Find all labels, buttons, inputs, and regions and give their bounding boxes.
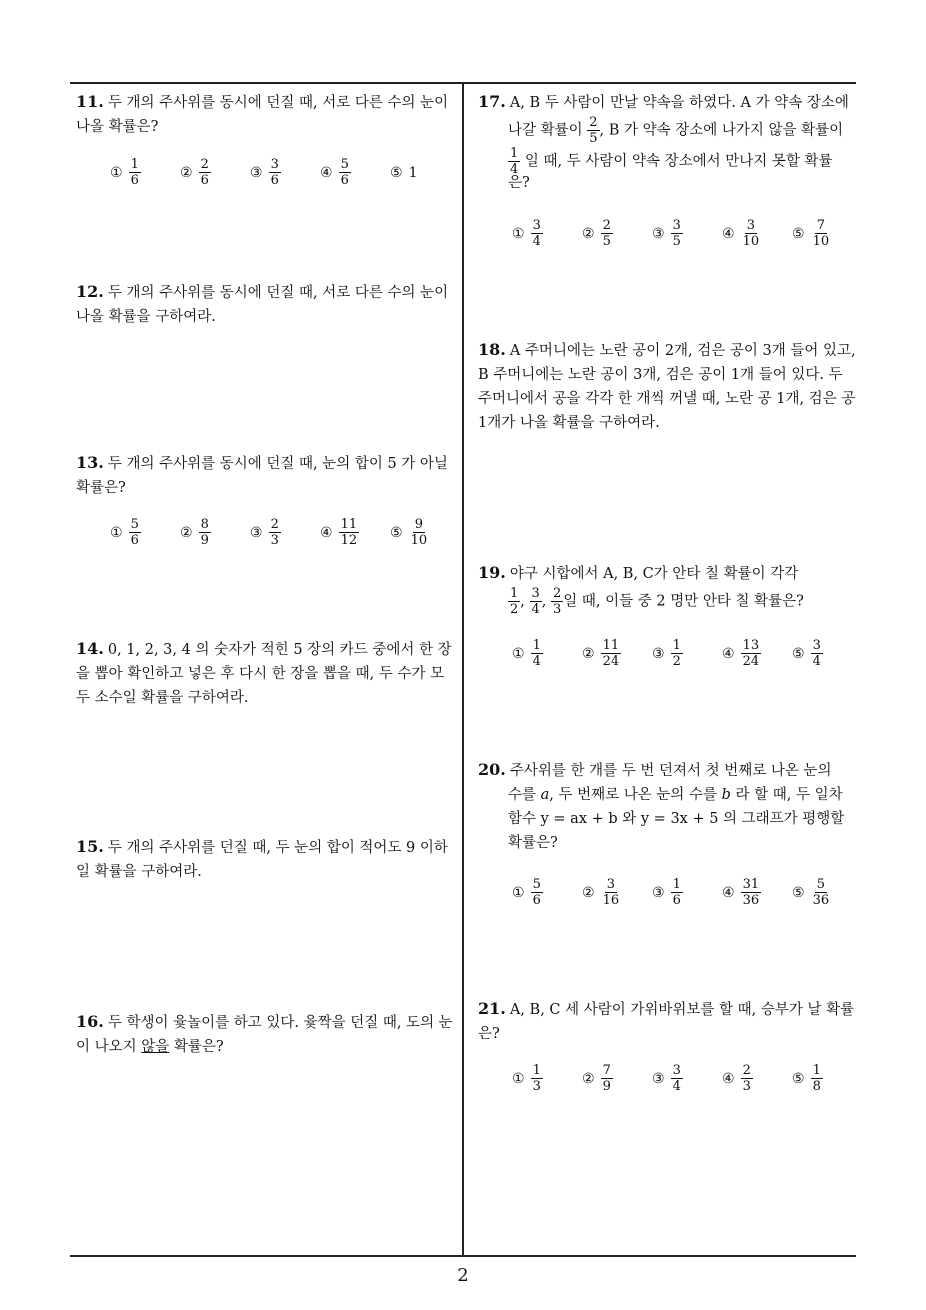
answer-choice-3[interactable] (652, 1063, 722, 1094)
answer-choice-4[interactable] (722, 218, 792, 249)
choice-marker: ① (110, 164, 123, 181)
answer-choice-1[interactable] (110, 157, 180, 188)
choice-marker: ⑤ (792, 225, 805, 242)
choice-marker: ① (110, 524, 123, 541)
choice-fraction: $\frac{1}{6}$ (130, 157, 139, 188)
choice-marker: ② (180, 164, 193, 181)
question-line: , B 가 약속 장소에 나가지 않을 확률이 (599, 122, 844, 139)
choice-fraction: $\frac{3}{4}$ (532, 218, 541, 249)
choice-fraction: $\frac{13}{24}$ (742, 638, 760, 669)
question-21 (478, 997, 860, 1046)
question-text: A, B, C 세 사람이 가위바위보를 할 때, 승부가 날 확률은? (478, 1002, 855, 1042)
answer-choice-5[interactable] (390, 517, 460, 548)
answer-choice-5[interactable] (390, 165, 460, 181)
choice-marker: ② (582, 1070, 595, 1087)
question-text: 두 개의 주사위를 동시에 던질 때, 눈의 합이 5 가 아닐 확률은? (76, 456, 448, 496)
choice-fraction: $\frac{5}{6}$ (130, 517, 139, 548)
question-14 (76, 637, 456, 710)
choice-marker: ⑤ (792, 884, 805, 901)
question-16 (76, 1010, 456, 1059)
answer-choice-2[interactable] (180, 157, 250, 188)
answer-choice-3[interactable] (652, 218, 722, 249)
question-text: 두 학생이 윷놀이를 하고 있다. 윷짝을 던질 때, 도의 눈이 나오지 (76, 1015, 453, 1055)
question-number: 13. (76, 453, 104, 472)
question-line: 야구 시합에서 A, B, C가 안타 칠 확률이 각각 (509, 566, 799, 582)
column-divider (462, 82, 464, 1256)
choice-fraction: $\frac{3}{16}$ (602, 877, 620, 908)
choice-fraction: $\frac{31}{36}$ (742, 877, 760, 908)
choice-marker: ⑤ (390, 524, 403, 541)
answer-choice-1[interactable] (110, 517, 180, 548)
question-19 (478, 561, 860, 617)
choice-marker: ① (512, 1070, 525, 1087)
choices-20 (512, 877, 862, 908)
question-text: 0, 1, 2, 3, 4 의 숫자가 적힌 5 장의 카드 중에서 한 장을 뽑아 확인하고 넣은 후 다시 한 장을 뽑을 때, 두 수가 모두 소수일 확률을 구하여라. (76, 642, 452, 706)
choice-marker: ② (582, 884, 595, 901)
choice-marker: ③ (250, 164, 263, 181)
choice-marker: ④ (722, 225, 735, 242)
answer-choice-1[interactable] (512, 218, 582, 249)
question-number: 19. (478, 563, 506, 582)
choice-marker: ③ (652, 645, 665, 662)
answer-choice-2[interactable] (180, 517, 250, 548)
answer-choice-4[interactable] (722, 638, 792, 669)
choice-fraction: $\frac{3}{5}$ (672, 218, 681, 249)
choice-fraction: $\frac{1}{2}$ (672, 638, 681, 669)
question-number: 20. (478, 760, 506, 779)
choice-fraction: $\frac{7}{10}$ (812, 218, 830, 249)
choice-value: 1 (408, 164, 418, 181)
choices-17 (512, 218, 862, 249)
answer-choice-4[interactable] (722, 877, 792, 908)
answer-choice-2[interactable] (582, 877, 652, 908)
choice-fraction: $\frac{2}{6}$ (200, 157, 209, 188)
choice-marker: ① (512, 225, 525, 242)
question-12 (76, 280, 456, 329)
choice-marker: ② (582, 645, 595, 662)
choice-marker: ① (512, 645, 525, 662)
answer-choice-1[interactable] (512, 638, 582, 669)
question-line: A, B 두 사람이 만날 약속을 하였다. A 가 약속 장소에 (509, 95, 849, 111)
fraction: $\frac{1}{2}$ (510, 586, 519, 617)
choice-marker: ⑤ (390, 164, 403, 181)
choices-11 (110, 157, 460, 188)
question-17 (478, 90, 860, 195)
choice-fraction: $\frac{7}{9}$ (602, 1063, 611, 1094)
choice-fraction: $\frac{11}{24}$ (602, 638, 620, 669)
question-line: 일 때, 이들 중 2 명만 안타 칠 확률은? (563, 593, 804, 610)
question-line: 확률은? (508, 835, 558, 851)
fraction: $\frac{2}{3}$ (553, 586, 562, 617)
choice-marker: ① (512, 884, 525, 901)
choice-marker: ④ (722, 884, 735, 901)
choice-fraction: $\frac{5}{36}$ (812, 877, 830, 908)
choice-fraction: $\frac{5}{6}$ (340, 157, 349, 188)
choice-marker: ④ (320, 164, 333, 181)
choice-marker: ③ (652, 884, 665, 901)
choice-fraction: $\frac{2}{3}$ (742, 1063, 751, 1094)
question-text-end: 확률은? (169, 1039, 224, 1055)
choice-fraction: $\frac{1}{8}$ (812, 1063, 821, 1094)
question-number: 17. (478, 92, 506, 111)
answer-choice-5[interactable] (792, 218, 862, 249)
question-text: 두 개의 주사위를 동시에 던질 때, 서로 다른 수의 눈이 나올 확률을 구하여라. (76, 285, 449, 325)
question-20 (478, 758, 860, 855)
choice-fraction: $\frac{3}{6}$ (270, 157, 279, 188)
choice-marker: ⑤ (792, 645, 805, 662)
answer-choice-1[interactable] (512, 877, 582, 908)
question-number: 18. (478, 340, 506, 359)
variable-a: a (540, 787, 550, 803)
choices-19 (512, 638, 862, 669)
choice-marker: ③ (652, 225, 665, 242)
answer-choice-3[interactable] (652, 638, 722, 669)
choice-fraction: $\frac{2}{3}$ (270, 517, 279, 548)
choice-fraction: $\frac{8}{9}$ (200, 517, 209, 548)
answer-choice-2[interactable] (582, 638, 652, 669)
choice-marker: ④ (722, 645, 735, 662)
underlined-word: 않을 (141, 1039, 170, 1055)
choice-marker: ③ (652, 1070, 665, 1087)
choice-marker: ④ (320, 524, 333, 541)
choice-marker: ④ (722, 1070, 735, 1087)
choice-fraction: $\frac{3}{10}$ (742, 218, 760, 249)
question-line: 함수 y = ax + b 와 y = 3x + 5 의 그래프가 평행할 (508, 811, 845, 827)
answer-choice-3[interactable] (652, 877, 722, 908)
choice-fraction: $\frac{3}{4}$ (812, 638, 821, 669)
choice-fraction: $\frac{1}{6}$ (672, 877, 681, 908)
question-18 (478, 338, 860, 435)
answer-choice-3[interactable] (250, 157, 320, 188)
choice-fraction: $\frac{11}{12}$ (340, 517, 358, 548)
choice-fraction: $\frac{2}{5}$ (602, 218, 611, 249)
question-15 (76, 835, 456, 884)
question-line: 나갈 확률이 (508, 122, 583, 139)
answer-choice-4[interactable] (320, 517, 390, 548)
answer-choice-4[interactable] (722, 1063, 792, 1094)
question-line: 일 때, 두 사람이 약속 장소에서 만나지 못할 확률 (524, 153, 833, 170)
fraction: $\frac{3}{4}$ (531, 586, 540, 617)
question-11 (76, 90, 456, 139)
answer-choice-5[interactable] (792, 877, 862, 908)
fraction: $\frac{1}{4}$ (510, 146, 519, 177)
choice-fraction: $\frac{5}{6}$ (532, 877, 541, 908)
question-number: 11. (76, 92, 104, 111)
answer-choice-3[interactable] (250, 517, 320, 548)
answer-choice-2[interactable] (582, 218, 652, 249)
answer-choice-2[interactable] (582, 1063, 652, 1094)
question-13 (76, 451, 456, 500)
question-text: 두 개의 주사위를 동시에 던질 때, 서로 다른 수의 눈이 나올 확률은? (76, 95, 449, 135)
choice-fraction: $\frac{9}{10}$ (410, 517, 428, 548)
question-line: 라 할 때, 두 일차 (730, 787, 843, 803)
answer-choice-1[interactable] (512, 1063, 582, 1094)
question-text: 두 개의 주사위를 던질 때, 두 눈의 합이 적어도 9 이하일 확률을 구하여라. (76, 840, 448, 880)
question-number: 12. (76, 282, 104, 301)
answer-choice-5[interactable] (792, 1063, 862, 1094)
question-line: 은? (508, 175, 530, 191)
choice-marker: ② (582, 225, 595, 242)
question-line: , 두 번째로 나온 눈의 수를 (549, 787, 722, 803)
question-line: 주사위를 한 개를 두 번 던져서 첫 번째로 나온 눈의 (509, 763, 832, 779)
question-number: 15. (76, 837, 104, 856)
separator: , (541, 593, 547, 610)
answer-choice-4[interactable] (320, 157, 390, 188)
choice-marker: ③ (250, 524, 263, 541)
choice-fraction: $\frac{3}{4}$ (672, 1063, 681, 1094)
question-number: 16. (76, 1012, 104, 1031)
choices-13 (110, 517, 460, 548)
choices-21 (512, 1063, 862, 1094)
separator: , (520, 593, 525, 610)
fraction: $\frac{2}{5}$ (589, 115, 598, 146)
question-line: 수를 (508, 787, 541, 803)
choice-marker: ② (180, 524, 193, 541)
question-text: A 주머니에는 노란 공이 2개, 검은 공이 3개 들어 있고, B 주머니에는 노란 공이 3개, 검은 공이 1개 들어 있다. 두 주머니에서 공을 각각 한 개씩 꺼낼 때, 노란 공 1개, 검은 공 1개가 나올 확률을 구하여라. (478, 343, 856, 431)
choice-marker: ⑤ (792, 1070, 805, 1087)
choice-fraction: $\frac{1}{3}$ (532, 1063, 541, 1094)
question-number: 21. (478, 999, 506, 1018)
variable-b: b (721, 787, 731, 803)
answer-choice-5[interactable] (792, 638, 862, 669)
choice-fraction: $\frac{1}{4}$ (532, 638, 541, 669)
page-number: 2 (457, 1265, 469, 1286)
question-number: 14. (76, 639, 104, 658)
